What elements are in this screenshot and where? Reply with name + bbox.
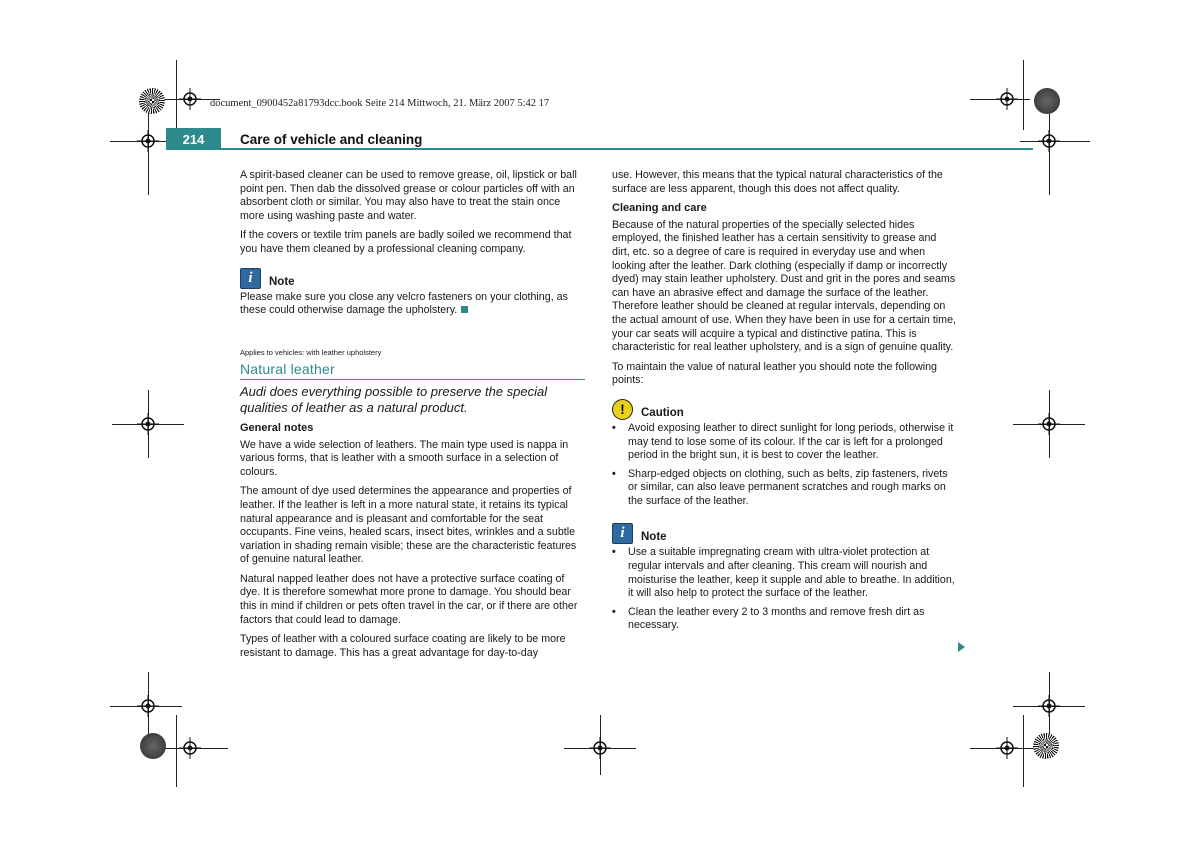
- chapter-title: Care of vehicle and cleaning: [240, 132, 423, 147]
- note-item-text: Use a suitable impregnating cream with ultra-violet protection at regular intervals and after cleaning. This cream will nourish and moisturise the leather, keep it supple and able to breathe. In addition, it will also help to protect the surface of the leather.: [628, 546, 955, 600]
- paragraph: use. However, this means that the typical natural characteristics of the surface are less apparent, though this does not affect quality.: [612, 169, 943, 195]
- registration-mark-icon: [137, 695, 159, 717]
- caution-item: [612, 422, 957, 463]
- registration-mark-icon: [137, 130, 159, 152]
- note-item: [612, 606, 957, 633]
- caution-label: Caution: [641, 406, 684, 419]
- section-title: Natural leather: [240, 361, 335, 378]
- note-heading: [612, 522, 957, 544]
- subheading-general-notes: General notes: [240, 421, 314, 434]
- sunburst-mark-icon: [140, 733, 166, 759]
- caution-item-text: Sharp-edged objects on clothing, such as belts, zip fasteners, rivets or similar, can also leave permanent scratches and rough marks on the surface of the leather.: [628, 467, 948, 507]
- section-intro: Audi does everything possible to preserve the special qualities of leather as a natural product.: [240, 383, 548, 415]
- registration-mark-icon: [996, 88, 1018, 110]
- registration-mark-icon: [1038, 413, 1060, 435]
- paragraph: If the covers or textile trim panels are badly soiled we recommend that you have them cleaned by a professional cleaning company.: [240, 229, 572, 255]
- registration-mark-icon: [589, 737, 611, 759]
- note-label: Note: [269, 275, 295, 288]
- note-heading: [240, 267, 585, 289]
- paragraph: We have a wide selection of leathers. The main type used is nappa in various forms, that is leather with a smooth surface in a selection of colours.: [240, 438, 569, 478]
- page-number: 214: [182, 132, 205, 147]
- right-arrow-icon: [958, 642, 965, 652]
- info-icon: i: [240, 268, 261, 289]
- note-item-text: Clean the leather every 2 to 3 months and remove fresh dirt as necessary.: [628, 605, 925, 632]
- paragraph: The amount of dye used determines the appearance and properties of leather. If the leather is left in a more natural state, it retains its typical natural appearance and is pleasant and comfortable for the seat occupants. Fine veins, healed scars, insect bites, wrinkles and a subtle variation in shading remain visible; these are the characteristic features of genuine natural leather.: [240, 485, 577, 566]
- end-square-icon: [461, 306, 468, 313]
- bullet-icon: •: [612, 421, 616, 434]
- bullet-icon: •: [612, 605, 616, 618]
- info-icon: i: [612, 523, 633, 544]
- registration-mark-icon: [137, 413, 159, 435]
- registration-mark-icon: [1038, 695, 1060, 717]
- section-rule: [240, 379, 585, 380]
- sunburst-mark-icon: [1033, 733, 1059, 759]
- caution-item-text: Avoid exposing leather to direct sunlight for long periods, otherwise it may tend to lose some of its colour. If the car is left for a prolonged period in the bright sun, it is best to cover the leather.: [628, 421, 954, 462]
- bullet-icon: •: [612, 467, 616, 480]
- caution-item: [612, 468, 957, 509]
- right-column: [612, 169, 957, 638]
- caution-heading: [612, 398, 957, 420]
- sunburst-mark-icon: [1034, 88, 1060, 114]
- registration-mark-icon: [179, 88, 201, 110]
- paragraph: Natural napped leather does not have a protective surface coating of dye. It is therefore somewhat more prone to damage. You should bear this in mind if children or pets often travel in the car, or if there are other factors that could lead to damage.: [240, 572, 578, 626]
- note-label: Note: [641, 531, 667, 544]
- left-column: [240, 169, 585, 666]
- book-file-header: document_0900452a81793dcc.book Seite 214 Mittwoch, 21. März 2007 5:42 17: [210, 98, 550, 109]
- paragraph: Because of the natural properties of the specially selected hides employed, the finished leather has a certain sensitivity to grease and dirt, etc. so a degree of care is required in everyday use and when looking after the leather. Dark clothing (especially if damp or incorrectly dyed) may stain leather upholstery. Dust and grit in the pores and seams can have an abrasive effect and damage the surface of the leather. Therefore leather should be cleaned at regular intervals, depending on the actual amount of use. When they have been in use for a certain time, your car seats will acquire a typical and distinctive patina. This is characteristic for real leather upholstery, and is a sign of genuine quality.: [612, 218, 956, 354]
- paragraph: A spirit-based cleaner can be used to remove grease, oil, lipstick or ball point pen. Then dab the dissolved grease or colour particles off with an absorbent cloth or similar. You may also have to treat the stain once more using washing paste and water.: [240, 169, 577, 222]
- title-rule: [221, 148, 1033, 150]
- paragraph: Types of leather with a coloured surface coating are likely to be more resistant to damage. This has a great advantage for day-to-day: [240, 633, 566, 659]
- subheading-cleaning-and-care: Cleaning and care: [612, 202, 707, 215]
- note-item: [612, 546, 957, 600]
- sunburst-mark-icon: [139, 88, 165, 114]
- applies-to-label: Applies to vehicles: with leather upholstery: [240, 347, 382, 357]
- paragraph: To maintain the value of natural leather you should note the following points:: [612, 360, 937, 387]
- caution-icon: !: [612, 399, 633, 420]
- registration-mark-icon: [1038, 130, 1060, 152]
- note-text-body: Please make sure you close any velcro fasteners on your clothing, as these could otherwise damage the upholstery.: [240, 290, 568, 317]
- bullet-icon: •: [612, 546, 616, 559]
- registration-mark-icon: [179, 737, 201, 759]
- note-text: [240, 291, 585, 318]
- registration-mark-icon: [996, 737, 1018, 759]
